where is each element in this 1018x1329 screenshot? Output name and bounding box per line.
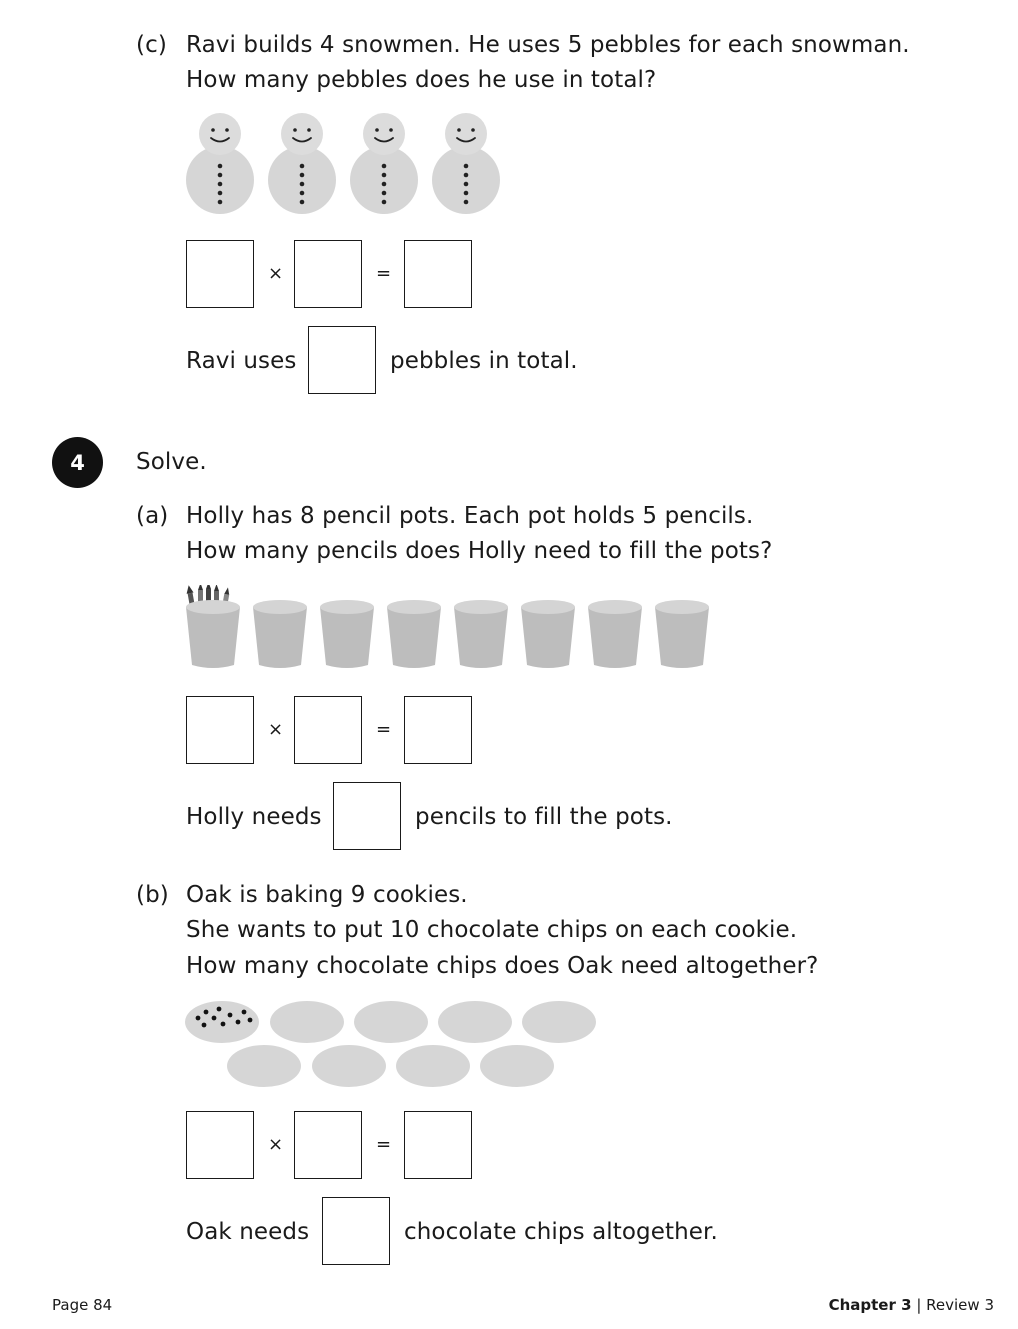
times-sign: × [268,1134,284,1155]
part-c-factor-2-box[interactable] [294,240,362,308]
footer-separator: | [916,1296,922,1314]
part-a-factor-2-box[interactable] [294,696,362,764]
cookie-icon [480,1045,554,1087]
chapter-footer [829,1296,994,1314]
part-c-label: (c) [136,32,167,58]
cookie-icon [354,1001,428,1043]
cookie-icon [227,1045,301,1087]
part-c-factor-1-box[interactable] [186,240,254,308]
pot-icon [454,600,508,668]
snowman-icon [186,113,254,214]
equals-sign: = [376,719,392,740]
snowman-icon [268,113,336,214]
snowman-icon [350,113,418,214]
page-number: Page 84 [52,1296,113,1314]
cookie-with-chips-icon [185,1001,259,1043]
cookie-icon [438,1001,512,1043]
part-c-line-2: How many pebbles does he use in total? [186,67,657,93]
part-a-factor-1-box[interactable] [186,696,254,764]
part-a-line-1: Holly has 8 pencil pots. Each pot holds 5 pencils. [186,503,754,529]
snowmen-illustration [180,110,510,222]
part-c-answer-prefix: Ravi uses [186,348,297,374]
part-b-answer-suffix: chocolate chips altogether. [404,1219,718,1245]
part-b-factor-1-box[interactable] [186,1111,254,1179]
pot-icon [186,600,240,668]
part-a-line-2: How many pencils does Holly need to fill the pots? [186,538,773,564]
snowman-icon [432,113,500,214]
section-label: Review 3 [926,1296,994,1314]
part-b-answer-prefix: Oak needs [186,1219,310,1245]
part-b-answer-box[interactable] [322,1197,390,1265]
part-a-answer-suffix: pencils to fill the pots. [415,804,673,830]
part-b-factor-2-box[interactable] [294,1111,362,1179]
times-sign: × [268,719,284,740]
pot-icon [253,600,307,668]
chapter-label: Chapter 3 [828,1296,912,1314]
cookie-icon [522,1001,596,1043]
question-number-badge: 4 [52,437,103,488]
part-b-line-1: Oak is baking 9 cookies. [186,882,468,908]
part-a-label: (a) [136,503,169,529]
cookie-icon [312,1045,386,1087]
part-c-product-box[interactable] [404,240,472,308]
cookies-illustration [184,998,604,1090]
equals-sign: = [376,1134,392,1155]
part-a-answer-box[interactable] [333,782,401,850]
part-b-product-box[interactable] [404,1111,472,1179]
pot-icon [521,600,575,668]
part-c-line-1: Ravi builds 4 snowmen. He uses 5 pebbles for each snowman. [186,32,910,58]
cookie-icon [270,1001,344,1043]
pot-icon [387,600,441,668]
part-c-answer-suffix: pebbles in total. [390,348,578,374]
question-4-instruction: Solve. [136,449,207,475]
part-a-product-box[interactable] [404,696,472,764]
pot-icon [655,600,709,668]
part-c-answer-box[interactable] [308,326,376,394]
pot-icon [588,600,642,668]
part-b-line-2: She wants to put 10 chocolate chips on each cookie. [186,917,798,943]
part-b-line-3: How many chocolate chips does Oak need altogether? [186,953,819,979]
times-sign: × [268,263,284,284]
equals-sign: = [376,263,392,284]
pot-icon [320,600,374,668]
cookie-icon [396,1045,470,1087]
pencil-pots-illustration [184,585,714,673]
part-b-label: (b) [136,882,169,908]
part-a-answer-prefix: Holly needs [186,804,322,830]
